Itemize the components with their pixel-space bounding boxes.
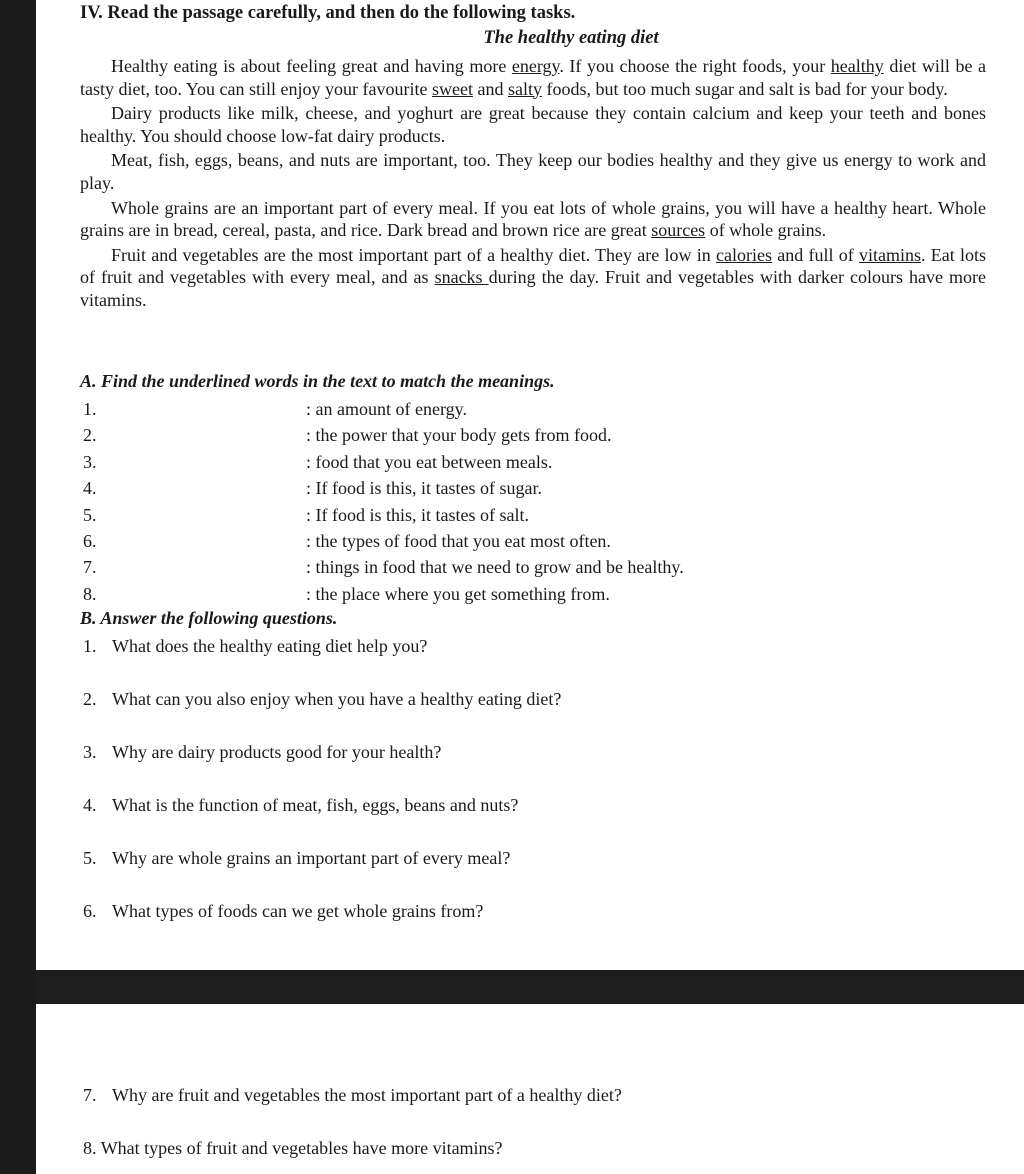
match-number: 7.: [83, 557, 97, 578]
underlined-word-salty: salty: [507, 78, 542, 99]
question-number: 8.: [83, 1138, 97, 1158]
passage-title: The healthy eating diet: [483, 28, 659, 48]
question-text: Why are fruit and vegetables the most important part of a healthy diet?: [112, 1085, 622, 1105]
paragraph-4: [80, 197, 986, 242]
question-item: [83, 848, 510, 869]
paragraph-5: [80, 244, 986, 312]
question-item: [83, 1138, 503, 1159]
matching-list: [80, 397, 986, 608]
underlined-word-sweet: sweet: [431, 78, 473, 99]
question-number: 6.: [83, 901, 97, 921]
underlined-word-sources: sources: [651, 220, 706, 241]
match-item: [80, 582, 986, 608]
match-meaning: : the place where you get something from.: [306, 583, 610, 604]
p5-text-b: and full of: [772, 244, 859, 265]
match-meaning: : If food is this, it tastes of sugar.: [306, 478, 542, 499]
question-text: What types of foods can we get whole grains from?: [112, 901, 484, 921]
question-item: [83, 1085, 622, 1106]
question-number: 5.: [83, 848, 97, 868]
match-number: 5.: [83, 504, 97, 525]
question-item: [83, 689, 561, 710]
worksheet-page-2: [36, 1004, 1024, 1174]
question-number: 7.: [83, 1085, 97, 1105]
match-number: 1.: [83, 399, 97, 419]
underlined-word-snacks: snacks: [434, 267, 489, 288]
p1-text-e: foods, but too much sugar and salt is bad for your body.: [541, 78, 948, 99]
match-number: 8.: [83, 583, 97, 604]
match-item: [80, 529, 986, 555]
question-item: [83, 636, 427, 657]
question-item: [83, 901, 483, 922]
match-item: [80, 476, 986, 502]
question-number: 3.: [83, 742, 97, 762]
match-item: [80, 503, 986, 529]
question-text: Why are dairy products good for your health?: [112, 742, 442, 762]
question-text: What is the function of meat, fish, eggs, beans and nuts?: [112, 795, 519, 815]
p1-text-c: diet will be a tasty diet, too. You can still enjoy your favourite: [80, 56, 986, 99]
left-dark-edge: [0, 0, 36, 1174]
underlined-word-healthy: healthy: [830, 56, 884, 76]
match-number: 6.: [83, 530, 97, 551]
match-number: 2.: [83, 425, 97, 446]
question-item: [83, 742, 441, 763]
worksheet-page-1: [36, 0, 1024, 970]
match-number: 3.: [83, 451, 97, 472]
match-meaning: : If food is this, it tastes of salt.: [306, 504, 529, 525]
p4-text-b: of whole grains.: [705, 220, 827, 241]
page-gap: [36, 970, 1024, 1004]
match-item: [80, 423, 986, 449]
underlined-word-vitamins: vitamins: [859, 244, 921, 265]
p1-text-a: Healthy eating is about feeling great and having more: [111, 56, 512, 76]
section-a-title: A. Find the underlined words in the text to match the meanings.: [80, 371, 555, 391]
p1-text-d: and: [472, 78, 508, 99]
match-meaning: : things in food that we need to grow and be healthy.: [306, 557, 684, 578]
question-item: [83, 795, 518, 816]
p5-text-d: during the day. Fruit and vegetables with darker colours have more vitamins.: [80, 267, 986, 310]
underlined-word-calories: calories: [716, 244, 772, 265]
paragraph-3: Meat, fish, eggs, beans, and nuts are important, too. They keep our bodies healthy and they give us energy to work and play.: [80, 150, 986, 193]
match-meaning: : an amount of energy.: [306, 399, 467, 419]
underlined-word-energy: energy: [511, 56, 560, 76]
p4-text-a: Whole grains are an important part of every meal. If you eat lots of whole grains, you will have a healthy heart. Whole grains are in bread, cereal, pasta, and rice. Dark bread and brown rice are great: [80, 197, 986, 241]
match-meaning: : the types of food that you eat most often.: [306, 530, 611, 551]
paragraph-2: Dairy products like milk, cheese, and yoghurt are great because they contain calcium and keep your teeth and bones healthy. You should choose low-fat dairy products.: [80, 103, 986, 146]
question-text: Why are whole grains an important part of every meal?: [112, 848, 511, 868]
match-item: [80, 450, 986, 476]
match-meaning: : the power that your body gets from food.: [306, 425, 612, 446]
question-text: What can you also enjoy when you have a healthy eating diet?: [112, 689, 562, 709]
match-item: [80, 397, 986, 423]
paragraph-1: [80, 55, 986, 100]
question-number: 1.: [83, 636, 97, 656]
question-text: What does the healthy eating diet help you?: [112, 636, 428, 656]
p5-text-a: Fruit and vegetables are the most important part of a healthy diet. They are low in: [111, 244, 717, 265]
p1-text-b: . If you choose the right foods, your: [559, 56, 831, 76]
question-text: What types of fruit and vegetables have more vitamins?: [100, 1138, 503, 1158]
match-number: 4.: [83, 478, 97, 499]
section-b-title: B. Answer the following questions.: [80, 608, 338, 628]
p5-text-c: . Eat lots of fruit and vegetables with every meal, and as: [80, 244, 986, 288]
exercise-heading: IV. Read the passage carefully, and then do the following tasks.: [80, 3, 576, 23]
reading-passage: [80, 55, 986, 314]
match-item: [80, 555, 986, 581]
question-number: 4.: [83, 795, 97, 815]
match-meaning: : food that you eat between meals.: [306, 451, 553, 472]
question-number: 2.: [83, 689, 97, 709]
